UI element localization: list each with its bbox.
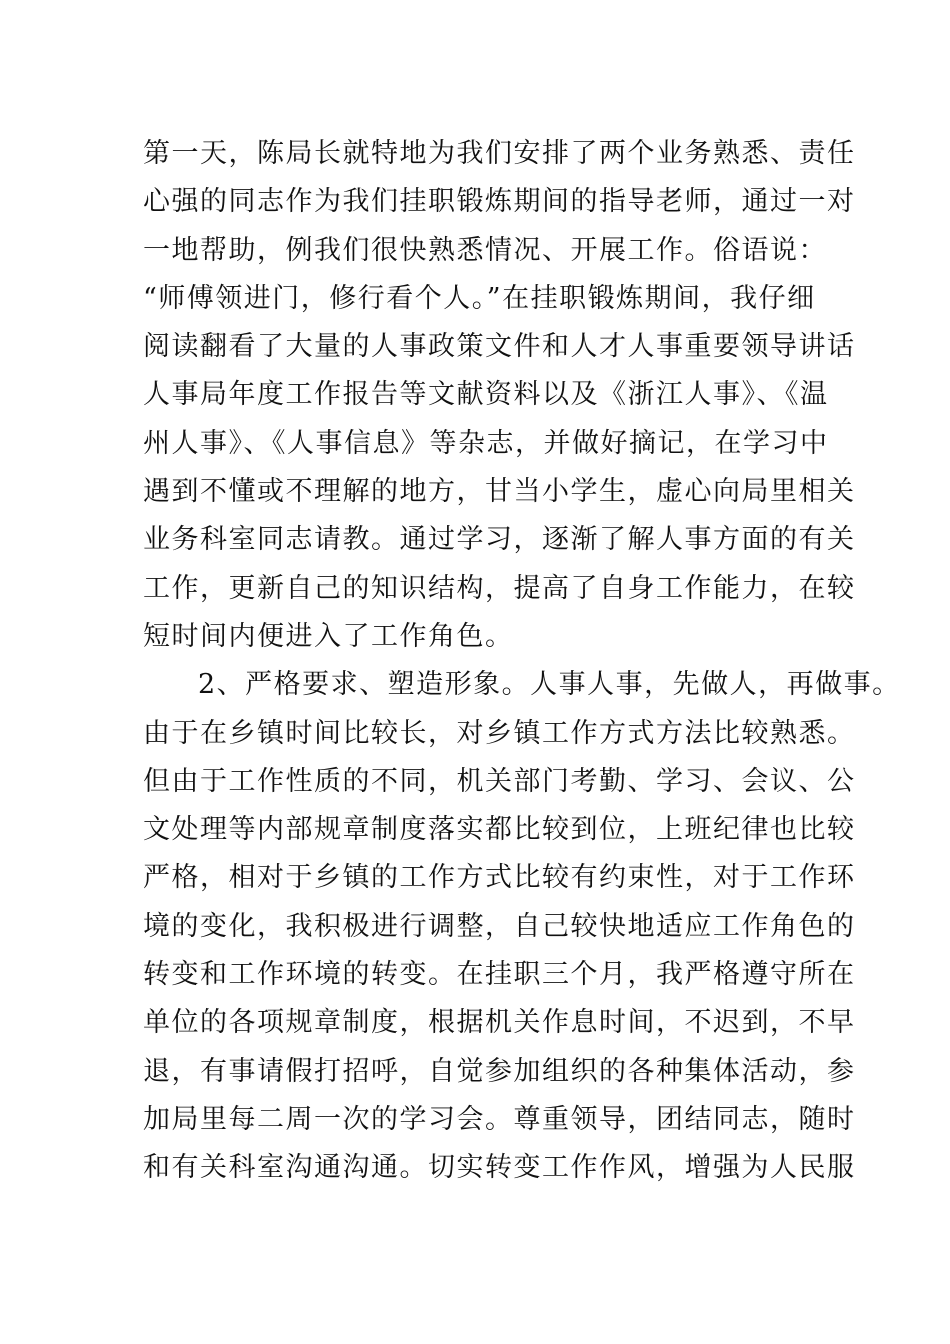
text-line: 短时间内便进入了工作角色。 (143, 620, 514, 652)
text-line: 工作，更新自己的知识结构，提高了自身工作能力，在较 (143, 572, 856, 604)
text-line: 人事局年度工作报告等文献资料以及《浙江人事》、《温 (143, 379, 829, 411)
text-line: 单位的各项规章制度，根据机关作息时间，不迟到，不早 (143, 1007, 856, 1039)
text-line: 2、严格要求、塑造形象。人事人事，先做人，再做事。 (198, 669, 901, 701)
text-line: 和有关科室沟通沟通。切实转变工作作风，增强为人民服 (143, 1152, 856, 1184)
document-body (143, 130, 901, 1193)
text-line: “师傅领进门，修行看个人。”在挂职锻炼期间，我仔细 (143, 282, 816, 314)
text-line: 州人事》、《人事信息》等杂志，并做好摘记，在学习中 (143, 427, 829, 459)
text-line: 严格，相对于乡镇的工作方式比较有约束性，对于工作环 (143, 862, 856, 894)
text-line: 业务科室同志请教。通过学习，逐渐了解人事方面的有关 (143, 524, 856, 556)
text-line: 但由于工作性质的不同，机关部门考勤、学习、会议、公 (143, 765, 856, 797)
text-line: 遇到不懂或不理解的地方，甘当小学生，虚心向局里相关 (143, 476, 856, 508)
text-line: 境的变化，我积极进行调整，自己较快地适应工作角色的 (143, 910, 856, 942)
text-line: 退，有事请假打招呼，自觉参加组织的各种集体活动，参 (143, 1055, 856, 1087)
text-line: 由于在乡镇时间比较长，对乡镇工作方式方法比较熟悉。 (143, 717, 856, 749)
paragraph-2 (143, 661, 901, 1192)
text-line: 心强的同志作为我们挂职锻炼期间的指导老师，通过一对 (143, 186, 856, 218)
text-line: 第一天，陈局长就特地为我们安排了两个业务熟悉、责任 (143, 138, 856, 169)
text-line: 一地帮助，例我们很快熟悉情况、开展工作。俗语说： (143, 234, 827, 266)
text-line: 加局里每二周一次的学习会。尊重领导，团结同志，随时 (143, 1103, 856, 1135)
paragraph-1 (143, 130, 856, 661)
text-line: 转变和工作环境的转变。在挂职三个月，我严格遵守所在 (143, 959, 856, 991)
text-line: 文处理等内部规章制度落实都比较到位，上班纪律也比较 (143, 814, 856, 846)
text-line: 阅读翻看了大量的人事政策文件和人才人事重要领导讲话 (143, 331, 856, 363)
